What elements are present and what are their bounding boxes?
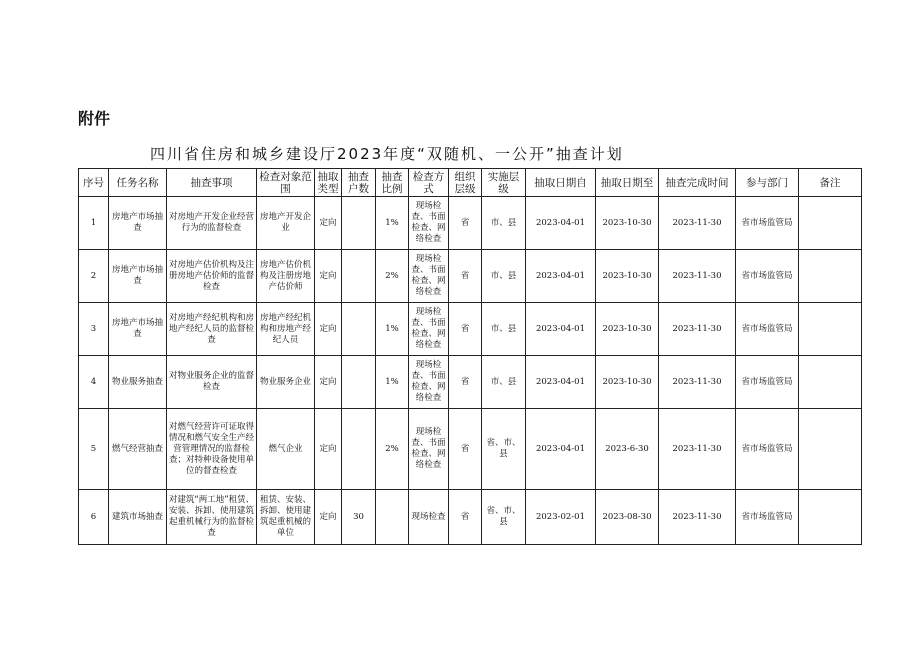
cell-note bbox=[799, 356, 862, 409]
cell-scope: 房地产开发企业 bbox=[257, 197, 315, 250]
cell-type: 定向 bbox=[315, 303, 342, 356]
cell-ratio: 1% bbox=[376, 197, 409, 250]
cell-date-from: 2023-02-01 bbox=[526, 490, 596, 545]
cell-dept: 省市场监管局 bbox=[736, 197, 799, 250]
cell-item: 对燃气经营许可证取得情况和燃气安全生产经营管理情况的监督检查；对特种设备使用单位的督查检查 bbox=[167, 409, 257, 490]
cell-method: 现场检查 bbox=[409, 490, 449, 545]
column-header-ratio: 抽查比例 bbox=[376, 169, 409, 197]
cell-org-level: 省 bbox=[449, 197, 482, 250]
column-header-type: 抽取类型 bbox=[315, 169, 342, 197]
cell-ratio: 2% bbox=[376, 409, 409, 490]
cell-no: 4 bbox=[79, 356, 109, 409]
cell-method: 现场检查、书面检查、网络检查 bbox=[409, 250, 449, 303]
document-title: 四川省住房和城乡建设厅2023年度“双随机、一公开”抽查计划 bbox=[150, 145, 624, 163]
cell-method: 现场检查、书面检查、网络检查 bbox=[409, 409, 449, 490]
column-header-item: 抽查事项 bbox=[167, 169, 257, 197]
cell-date-to: 2023-08-30 bbox=[596, 490, 659, 545]
cell-no: 6 bbox=[79, 490, 109, 545]
cell-item: 对物业服务企业的监督检查 bbox=[167, 356, 257, 409]
cell-dept: 省市场监管局 bbox=[736, 356, 799, 409]
attachment-label: 附件 bbox=[78, 109, 111, 128]
cell-dept: 省市场监管局 bbox=[736, 409, 799, 490]
cell-date-to: 2023-10-30 bbox=[596, 250, 659, 303]
cell-scope: 房地产经纪机构和房地产经纪人员 bbox=[257, 303, 315, 356]
cell-date-from: 2023-04-01 bbox=[526, 356, 596, 409]
cell-no: 1 bbox=[79, 197, 109, 250]
cell-task: 物业服务抽查 bbox=[109, 356, 167, 409]
cell-task: 房地产市场抽查 bbox=[109, 303, 167, 356]
table-row bbox=[79, 356, 862, 409]
cell-impl-level: 省、市、县 bbox=[482, 490, 526, 545]
cell-note bbox=[799, 409, 862, 490]
cell-no: 5 bbox=[79, 409, 109, 490]
column-header-org-level: 组织层级 bbox=[449, 169, 482, 197]
cell-count bbox=[342, 197, 376, 250]
column-header-dept: 参与部门 bbox=[736, 169, 799, 197]
column-header-impl-level: 实施层级 bbox=[482, 169, 526, 197]
column-header-note: 备注 bbox=[799, 169, 862, 197]
cell-count bbox=[342, 303, 376, 356]
column-header-count: 抽查户数 bbox=[342, 169, 376, 197]
cell-dept: 省市场监管局 bbox=[736, 303, 799, 356]
cell-item: 对房地产开发企业经营行为的监督检查 bbox=[167, 197, 257, 250]
table-row bbox=[79, 303, 862, 356]
cell-completion: 2023-11-30 bbox=[659, 197, 736, 250]
cell-note bbox=[799, 303, 862, 356]
cell-date-from: 2023-04-01 bbox=[526, 409, 596, 490]
cell-date-to: 2023-10-30 bbox=[596, 303, 659, 356]
cell-ratio bbox=[376, 490, 409, 545]
cell-count: 30 bbox=[342, 490, 376, 545]
cell-scope: 租赁、安装、拆卸、使用建筑起重机械的单位 bbox=[257, 490, 315, 545]
column-header-method: 检查方式 bbox=[409, 169, 449, 197]
cell-ratio: 1% bbox=[376, 303, 409, 356]
column-header-completion: 抽查完成时间 bbox=[659, 169, 736, 197]
cell-date-from: 2023-04-01 bbox=[526, 197, 596, 250]
table-row bbox=[79, 250, 862, 303]
cell-no: 2 bbox=[79, 250, 109, 303]
cell-org-level: 省 bbox=[449, 250, 482, 303]
cell-ratio: 2% bbox=[376, 250, 409, 303]
cell-date-to: 2023-6-30 bbox=[596, 409, 659, 490]
cell-date-from: 2023-04-01 bbox=[526, 250, 596, 303]
inspection-plan-table bbox=[78, 168, 862, 545]
cell-impl-level: 市、县 bbox=[482, 250, 526, 303]
cell-scope: 物业服务企业 bbox=[257, 356, 315, 409]
cell-type: 定向 bbox=[315, 356, 342, 409]
cell-dept: 省市场监管局 bbox=[736, 490, 799, 545]
cell-completion: 2023-11-30 bbox=[659, 356, 736, 409]
cell-note bbox=[799, 490, 862, 545]
cell-date-to: 2023-10-30 bbox=[596, 197, 659, 250]
cell-org-level: 省 bbox=[449, 356, 482, 409]
cell-no: 3 bbox=[79, 303, 109, 356]
cell-task: 燃气经营抽查 bbox=[109, 409, 167, 490]
cell-dept: 省市场监管局 bbox=[736, 250, 799, 303]
cell-type: 定向 bbox=[315, 490, 342, 545]
table-row bbox=[79, 490, 862, 545]
column-header-date-to: 抽取日期至 bbox=[596, 169, 659, 197]
table-row bbox=[79, 409, 862, 490]
table-header-row bbox=[79, 169, 862, 197]
cell-scope: 房地产估价机构及注册房地产估价师 bbox=[257, 250, 315, 303]
cell-count bbox=[342, 356, 376, 409]
cell-method: 现场检查、书面检查、网络检查 bbox=[409, 356, 449, 409]
cell-method: 现场检查、书面检查、网络检查 bbox=[409, 197, 449, 250]
cell-item: 对房地产估价机构及注册房地产估价师的监督检查 bbox=[167, 250, 257, 303]
table-row bbox=[79, 197, 862, 250]
cell-type: 定向 bbox=[315, 197, 342, 250]
cell-org-level: 省 bbox=[449, 490, 482, 545]
cell-type: 定向 bbox=[315, 409, 342, 490]
cell-note bbox=[799, 197, 862, 250]
column-header-date-from: 抽取日期自 bbox=[526, 169, 596, 197]
cell-org-level: 省 bbox=[449, 303, 482, 356]
cell-impl-level: 市、县 bbox=[482, 197, 526, 250]
column-header-no: 序号 bbox=[79, 169, 109, 197]
cell-completion: 2023-11-30 bbox=[659, 490, 736, 545]
cell-date-from: 2023-04-01 bbox=[526, 303, 596, 356]
cell-method: 现场检查、书面检查、网络检查 bbox=[409, 303, 449, 356]
cell-task: 房地产市场抽查 bbox=[109, 197, 167, 250]
cell-org-level: 省 bbox=[449, 409, 482, 490]
cell-completion: 2023-11-30 bbox=[659, 409, 736, 490]
cell-completion: 2023-11-30 bbox=[659, 303, 736, 356]
cell-note bbox=[799, 250, 862, 303]
column-header-task: 任务名称 bbox=[109, 169, 167, 197]
cell-item: 对建筑“两工地”租赁、安装、拆卸、使用建筑起重机械行为的监督检查 bbox=[167, 490, 257, 545]
cell-task: 建筑市场抽查 bbox=[109, 490, 167, 545]
column-header-scope: 检查对象范围 bbox=[257, 169, 315, 197]
cell-impl-level: 省、市、县 bbox=[482, 409, 526, 490]
cell-impl-level: 市、县 bbox=[482, 356, 526, 409]
cell-task: 房地产市场抽查 bbox=[109, 250, 167, 303]
cell-count bbox=[342, 409, 376, 490]
cell-item: 对房地产经纪机构和房地产经纪人员的监督检查 bbox=[167, 303, 257, 356]
cell-type: 定向 bbox=[315, 250, 342, 303]
cell-ratio: 1% bbox=[376, 356, 409, 409]
cell-impl-level: 市、县 bbox=[482, 303, 526, 356]
cell-date-to: 2023-10-30 bbox=[596, 356, 659, 409]
cell-completion: 2023-11-30 bbox=[659, 250, 736, 303]
cell-count bbox=[342, 250, 376, 303]
cell-scope: 燃气企业 bbox=[257, 409, 315, 490]
